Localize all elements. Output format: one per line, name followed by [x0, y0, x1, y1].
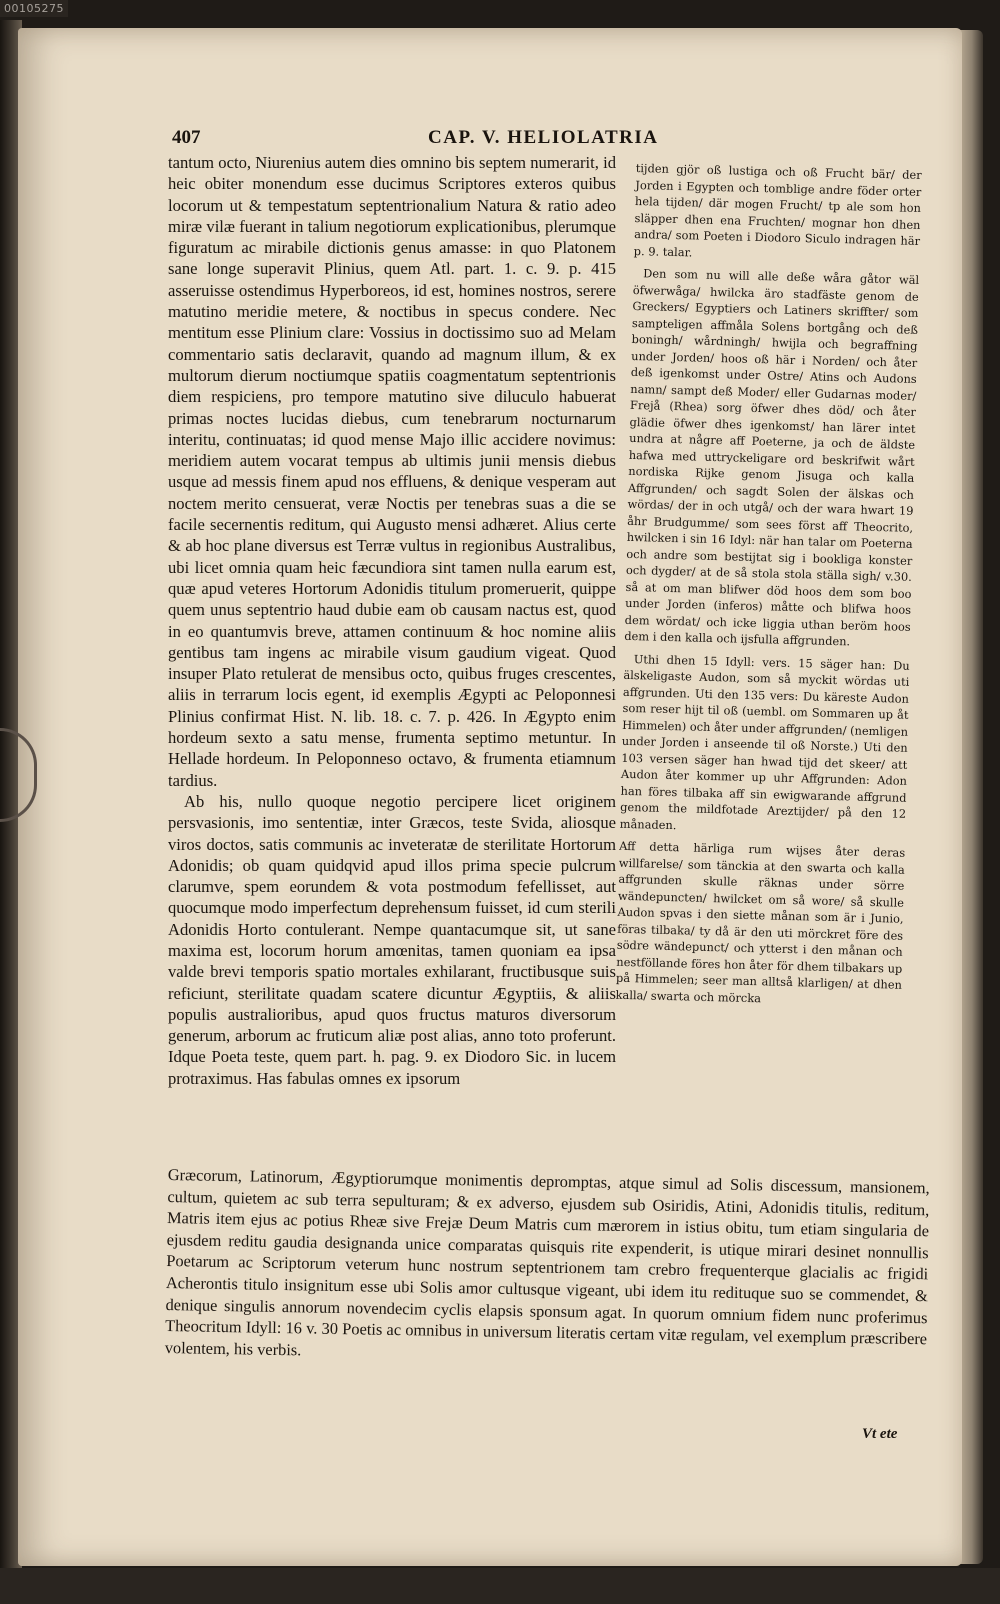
scan-id-label: 00105275 [0, 0, 68, 17]
catchword: Vt ete [862, 1426, 898, 1442]
chapter-title: CAP. V. HELIOLATRIA [428, 127, 659, 148]
swedish-paragraph-3: Uthi dhen 15 Idyll: vers. 15 säger han: Du älskeligaste Audon, som så myckit wördas uti affgrunden. Uti den 135 vers: Du käreste Audon som reser hijt til oß (uembl. om Sommaren up åt Himmelen) och åter under affgrunden/ (nemligen under Jorden i anseende til oß Norste.) Uti den 103 versen säger han hwad tijd det skeer/ att Audon åter kommer up uhr Affgrunden: Adon han föres tilbaka aff sin ewigwarande affgrund genom the mildfotade Areztijder/ på den 12 månaden. [619, 651, 910, 832]
latin-paragraph-1: tantum octo, Niurenius autem dies omnino bis septem numerarit, id heic obiter monendum esse ducimus Scriptores exteros quibus locorum ut & tempestatum septentrionalium Natura & ratio adeo miræ vilæ fuerant in talium negotiorum explicationibus, plerumque figuratum ac mirabile dictionis genus amasse: in quo Platonem sane longe superavit Plinius, quem Atl. part. 1. c. 9. p. 415 asseruisse ostendimus Hyperboreos, id est, homines nostros, serere matutino meridie metere, & noctibus in specus condere. Nec mentitum esse Plinium clare: Vossius in doctissimo suo ad Melam commentario satis declaravit, quando ad magnum illum, & ex multorum dierum noctiumque spatiis coagmentatum septentrionis diem respiciens, pro tempore matutino sive diluculo habuerat primas noctes lucidas diebus, cum tenebrarum nocturnarum interitu, continuatas; id quod mense Majo illic accidere novimus: meridiem autem vocarat tempus ab ultimis junii mensis diebus usque ad messis finem apud nos effluens, & denique vesperam aut noctem merito censuerat, veræ Noctis per tenebras suas a die se facile secernentis reditum, qui Augusto mensi adhæret. Alius certe & ab hoc plane diversus est Terræ vultus in regionibus Australibus, ubi licet omnia quam heic fæcundiora sint tamen nulla earum est, quæ apud veteres Hortorum Adonidis titulum promeruerit, quippe quem unus septentrio haud dubie eam ob causam nactus est, quod in eo quantumvis breve, attamen continuum & hoc nomine aliis gentibus tam ingens ac mirabile visum gaudium vigeat. Quod insuper Plato retulerat de mensibus octo, quibus fruges crescentes, aliis in terrarum locis egent, id exemplis Ægypti ac Peloponnesi Plinius confirmat Hist. N. lib. 18. c. 7. p. 426. In Ægypto enim hordeum sexto a satu mense, frumenta septimo metuntur. In Hellade hordeum. In Peloponneso octavo, & frumenta etiamnum tardius. [168, 153, 616, 790]
swedish-paragraph-2: Den som nu will alle deße wåra gåtor wäl öfwerwåga/ hwilcka äro stadfäste genom de Greckers/ Egyptiers och Latiners skriffter/ som sampteligen affmåla Solens bortgång och deß boningh/ wårdningh/ hwijla och begraffning under Jorden/ hoos oß här i Norden/ och åter deß igenkomst under Ostre/ Atins och Audons namn/ sampt deß Moder/ eller Gudarnas moder/ Frejå (Rhea) sorg öfwer dhes död/ och åter glädie öfwer dhes igenkomst/ han lärer intet undra at någre aff Poeterne, ja och de äldste hafwa med uttryckeligare ord beskrifwit wårt nordiska Rijke genom Jisuga och kalla Affgrunden/ och sagdt Solen der älskas och wördas/ der in och utgå/ och der wara hwart 19 åhr Brudgumme/ som sees först aff Theocrito, hwilcken i sin 16 Idyl: när han talar om Poeterna och andre som bestijtat sig i bookliga konster och dygder/ at de så stola stola ställa sigh/ v.30. så at om man blifwer död hoos dem som boo under Jorden (inferos) måtte och blifwa hoos dem wördat/ och icke liggia uthan beröm hoos dem i den kalla och ijsfulla affgrunden. [624, 266, 920, 649]
page-number: 407 [172, 127, 201, 148]
latin-column [168, 152, 616, 1089]
swedish-paragraph-4: Aff detta härliga rum wijses åter deras willfarelse/ som tänckia at den swarta och kalla affgrunden skulle räknas under sörre wändepuncten/ hwilcket om så wore/ så skulle Audon spvas i den siette månan som är i Junio, föras tilbaka/ ty då är den uti mörckret före des södre wändepunct/ och ytterst i den månan och nestföllande föres hon åter för dhem tilbakars up på Himmelen; seer man alltså klarligen/ at dhen kalla/ swarta och mörcka [615, 838, 906, 1005]
swedish-paragraph-1: tijden gjör oß lustiga och oß Frucht bär/ der Jorden i Egypten och tomblige andre föder orter hela tijden/ där mogen Frucht/ tp ale som hon släpper dhen ena Fruchten/ mognar hon dhen andra/ som Poeten i Diodoro Siculo indragen här p. 9. talar. [633, 160, 922, 259]
scanner-background [0, 1568, 1000, 1604]
swedish-column [615, 160, 922, 1016]
latin-paragraph-2: Ab his, nullo quoque negotio percipere licet originem persvasionis, imo sententiæ, inter Græcos, teste Svida, aliosque viros doctos, satis communis ac inveteratæ de sterilitate Hortorum Adonidis; ob quam quidqvid apud illos prima specie pulcrum clarumve, spem eorundem & vota postmodum fefellisset, aut quocumque modo imperfectum deprehensum fuisset, id cum sterili Adonidis Horto contulerant. Nempe quantacumque sit, ut sane maxima est, locorum horum amœnitas, tamen quoniam ea ipsa valde brevi temporis spatio mortales exhilarant, fructibusque suis reficiunt, sterilitate quadam scatere dicuntur Ægyptiis, & aliis populis australioribus, apud quos fructus maturos diversorum generum, arborum ac fruticum aliæ post alias, anno toto proferunt. Idque Poeta teste, quem part. h. pag. 9. ex Diodoro Sic. in lucem protraximus. Has fabulas omnes ex ipsorum [168, 791, 616, 1088]
running-head [148, 127, 928, 151]
full-width-paragraph [165, 1164, 930, 1372]
full-width-text: Græcorum, Latinorum, Ægyptiorumque monimentis depromptas, atque simul ad Solis discessum, mansionem, cultum, quietem ac sub terra sepulturam; & ex adverso, ejusdem sub Osiridis, Atini, Adonidis titulis, reditum, Matris item ejus ac potius Rheæ sive Frejæ Deum Matris cum mærorem in istius obitu, tum etiam singularia de ejusdem reditu gaudia designanda unice comparatas quisquis rite expenderit, is utique mirari desinet nonnullis Poetarum ac Scriptorum veterum hunc nostrum septentrionem tam crebro frequenterque glacialis ac frigidi Acherontis titulo insignitum esse ubi Solis amor cultusque vigeant, ubi idem itu redituque suo se commendet, & denique singulis annorum novendecim cyclis elapsis sponsum agat. In quorum omnium fidem nunc proferimus Theocritum Idyll: 16 v. 30 Poetis ac omnibus in universum literatis certam vitæ regulam, vel exemplum præscribere volentem, his verbis. [164, 1164, 930, 1360]
